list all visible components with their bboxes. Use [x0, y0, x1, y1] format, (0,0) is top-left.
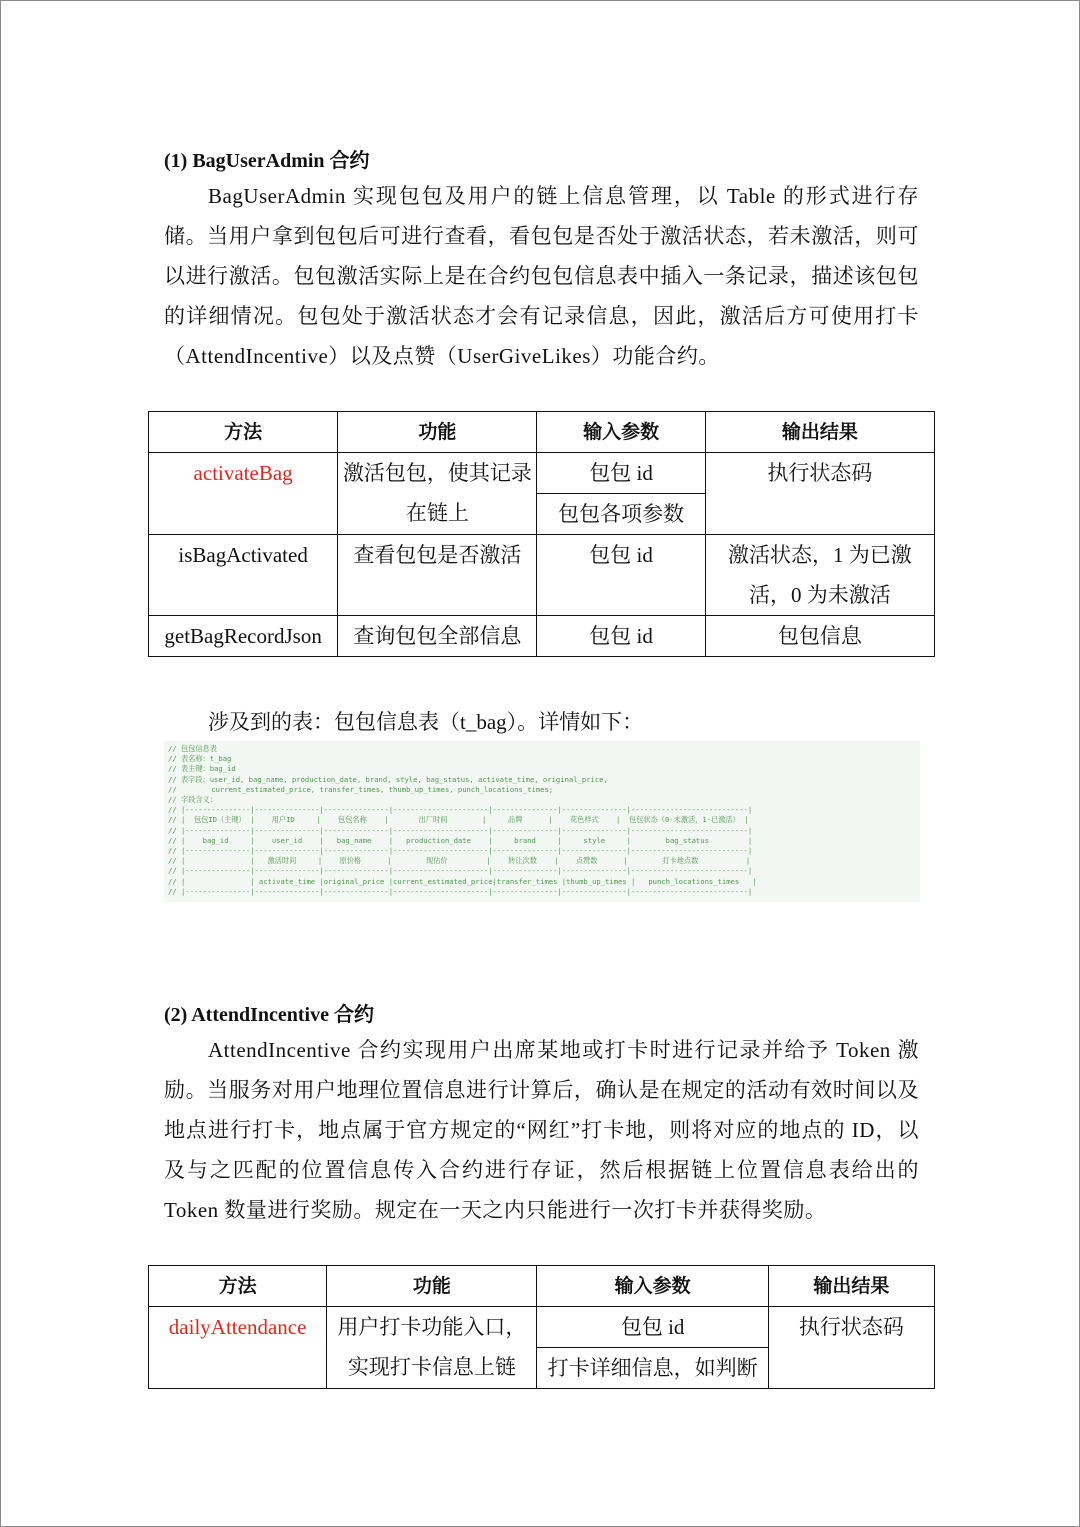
- code-line: // 表字段：user_id, bag_name, production_date, brand, style, bag_status, activate_time, original_price,: [168, 774, 608, 784]
- header-function: 功能: [327, 1266, 537, 1307]
- table-row: [149, 1307, 935, 1348]
- code-line: // |---------------|---------------|---------------|----------------------|---------------|---------------|---------------------------|: [168, 825, 753, 835]
- method-function: 查询包包全部信息: [338, 616, 537, 657]
- method-input: 打卡详细信息，如判断: [537, 1348, 768, 1389]
- header-input: 输入参数: [537, 412, 705, 453]
- table-row: [149, 535, 935, 616]
- table-row: [149, 453, 935, 494]
- section-paragraph: BagUserAdmin 实现包包及用户的链上信息管理，以 Table 的形式进行存储。当用户拿到包包后可进行查看，看包包是否处于激活状态，若未激活，则可以进行激活。包包激活实际上是在合约包包信息表中插入一条记录，描述该包包的详细情况。包包处于激活状态才会有记录信息，因此，激活后方可使用打卡（AttendIncentive）以及点赞（UserGiveLikes）功能合约。: [164, 184, 919, 368]
- method-input: 包包 id: [537, 535, 705, 616]
- code-line: // |---------------|---------------|---------------|----------------------|---------------|---------------|---------------------------|: [168, 846, 753, 856]
- method-output: 执行状态码: [768, 1307, 934, 1389]
- header-output: 输出结果: [768, 1266, 934, 1307]
- table-row: [149, 616, 935, 657]
- section-heading: (2) AttendIncentive 合约: [164, 1004, 374, 1026]
- header-function: 功能: [338, 412, 537, 453]
- code-line: // 表名称：t_bag: [168, 754, 232, 764]
- table-caption: 涉及到的表：包包信息表（t_bag）。详情如下：: [208, 710, 644, 734]
- code-line: // current_estimated_price, transfer_times, thumb_up_times, punch_locations_times;: [168, 784, 554, 794]
- code-line: // 字段含义：: [168, 795, 217, 805]
- code-line: // | 包包ID（主键） | 用户ID | 包包名称 | 出厂时间 | 品牌 | 花色样式 | 包包状态（0-未激活，1-已激活） |: [168, 815, 749, 825]
- method-table: [148, 1265, 935, 1389]
- method-output: 包包信息: [705, 616, 934, 657]
- table-header-row: [149, 412, 935, 453]
- code-line: // |---------------|---------------|---------------|----------------------|---------------|---------------|---------------------------|: [168, 805, 753, 815]
- method-input: 包包 id: [537, 453, 705, 494]
- method-table: [148, 411, 935, 657]
- code-line: // | | activate_time |original_price |current_estimated_price|transfer_times |thumb_up_times | punch_locations_times |: [168, 876, 757, 886]
- method-function: 激活包包，使其记录在链上: [338, 453, 537, 535]
- header-output: 输出结果: [705, 412, 934, 453]
- method-function: 查看包包是否激活: [338, 535, 537, 616]
- table-header-row: [149, 1266, 935, 1307]
- method-name: getBagRecordJson: [149, 616, 338, 657]
- method-output: 激活状态，1 为已激活，0 为未激活: [705, 535, 934, 616]
- code-line: // |---------------|---------------|---------------|----------------------|---------------|---------------|---------------------------|: [168, 886, 753, 896]
- code-line: // 包包信息表: [168, 744, 217, 753]
- method-input: 包包各项参数: [537, 494, 705, 535]
- code-line: // | | 激活时间 | 原价格 | 现估价 | 转让次数 | 点赞数 | 打卡地点数 |: [168, 856, 751, 866]
- method-output: 执行状态码: [705, 453, 934, 535]
- section-paragraph: AttendIncentive 合约实现用户出席某地或打卡时进行记录并给予 Token 激励。当服务对用户地理位置信息进行计算后，确认是在规定的活动有效时间以及地点进行打卡，地点属于官方规定的“网红”打卡地，则将对应的地点的 ID，以及与之匹配的位置信息传入合约进行存证，然后根据链上位置信息表给出的 Token 数量进行奖励。规定在一天之内只能进行一次打卡并获得奖励。: [164, 1038, 919, 1222]
- header-method: 方法: [149, 1266, 327, 1307]
- code-line: // | bag_id | user_id | bag_name | production_date | brand | style | bag_status |: [168, 835, 753, 845]
- code-screenshot: [164, 741, 920, 902]
- header-method: 方法: [149, 412, 338, 453]
- section-heading: (1) BagUserAdmin 合约: [164, 150, 370, 172]
- code-line: // |---------------|---------------|---------------|----------------------|---------------|---------------|---------------------------|: [168, 866, 753, 876]
- method-input: 包包 id: [537, 616, 705, 657]
- code-line: // 表主键：bag_id: [168, 764, 236, 774]
- method-name: isBagActivated: [149, 535, 338, 616]
- header-input: 输入参数: [537, 1266, 768, 1307]
- method-name: activateBag: [149, 453, 338, 535]
- method-name: dailyAttendance: [149, 1307, 327, 1389]
- method-function: 用户打卡功能入口，实现打卡信息上链: [327, 1307, 537, 1389]
- method-input: 包包 id: [537, 1307, 768, 1348]
